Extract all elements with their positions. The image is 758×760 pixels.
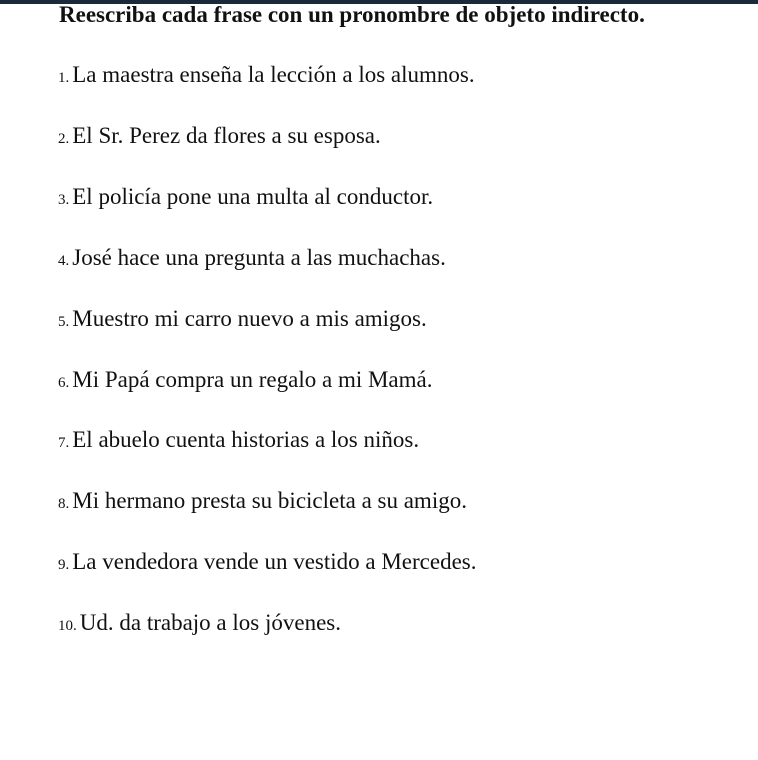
item-number: 2. [58,131,70,147]
exercise-item-5 [58,305,427,336]
exercise-item-10 [58,609,341,640]
item-number: 6. [58,375,70,391]
item-sentence: La vendedora vende un vestido a Mercedes. [72,549,477,574]
exercise-item-3 [58,183,433,214]
item-number: 4. [58,253,70,269]
item-number: 1. [58,70,70,86]
exercise-item-7 [58,426,419,457]
item-number: 8. [58,496,70,512]
item-number: 7. [58,435,70,451]
item-sentence: Ud. da trabajo a los jóvenes. [79,610,341,635]
item-number: 3. [58,192,70,208]
item-number: 10. [58,618,77,634]
item-sentence: Mi hermano presta su bicicleta a su amigo. [72,488,467,513]
item-number: 9. [58,557,70,573]
item-sentence: El abuelo cuenta historias a los niños. [72,427,420,452]
exercise-item-9 [58,548,477,579]
exercise-item-8 [58,487,467,518]
item-sentence: El policía pone una multa al conductor. [72,184,434,209]
item-sentence: Mi Papá compra un regalo a mi Mamá. [72,367,433,392]
exercise-item-6 [58,366,432,397]
exercise-item-1 [58,61,475,92]
instruction-heading: Reescriba cada frase con un pronombre de objeto indirecto. [59,2,645,27]
item-sentence: Muestro mi carro nuevo a mis amigos. [72,306,427,331]
item-sentence: José hace una pregunta a las muchachas. [72,245,446,270]
exercise-item-4 [58,244,446,275]
exercise-item-2 [58,122,381,153]
item-sentence: El Sr. Perez da flores a su esposa. [72,123,381,148]
item-sentence: La maestra enseña la lección a los alumnos. [72,62,475,87]
item-number: 5. [58,314,70,330]
